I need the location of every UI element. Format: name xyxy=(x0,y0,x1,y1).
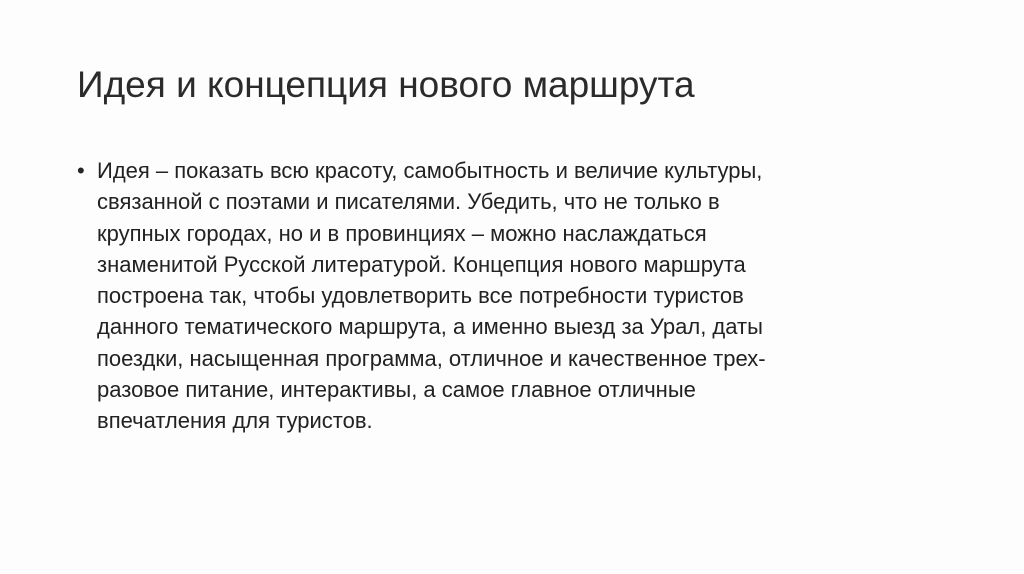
text-line: разовое питание, интерактивы, а самое главное отличные xyxy=(97,377,696,403)
text-line: Идея – показать всю красоту, самобытность и величие культуры, xyxy=(97,158,763,183)
text-line: построена так, чтобы удовлетворить все потребности туристов xyxy=(97,283,744,309)
text-line: впечатления для туристов. xyxy=(97,408,373,434)
text-line: поездки, насыщенная программа, отличное и качественное трех- xyxy=(97,345,766,371)
text-line: связанной с поэтами и писателями. Убедить, что не только в xyxy=(97,189,720,215)
slide-title: Идея и концепция нового маршрута xyxy=(77,64,695,105)
bullet-marker: • xyxy=(77,158,85,183)
text-line: данного тематического маршрута, а именно выезд за Урал, даты xyxy=(97,314,763,340)
text-line: крупных городах, но и в провинциях – можно наслаждаться xyxy=(97,220,707,246)
bullet-text xyxy=(97,155,957,437)
slide-body xyxy=(77,155,957,437)
text-line: знаменитой Русской литературой. Концепция нового маршрута xyxy=(97,251,746,277)
bullet-item xyxy=(77,155,957,437)
